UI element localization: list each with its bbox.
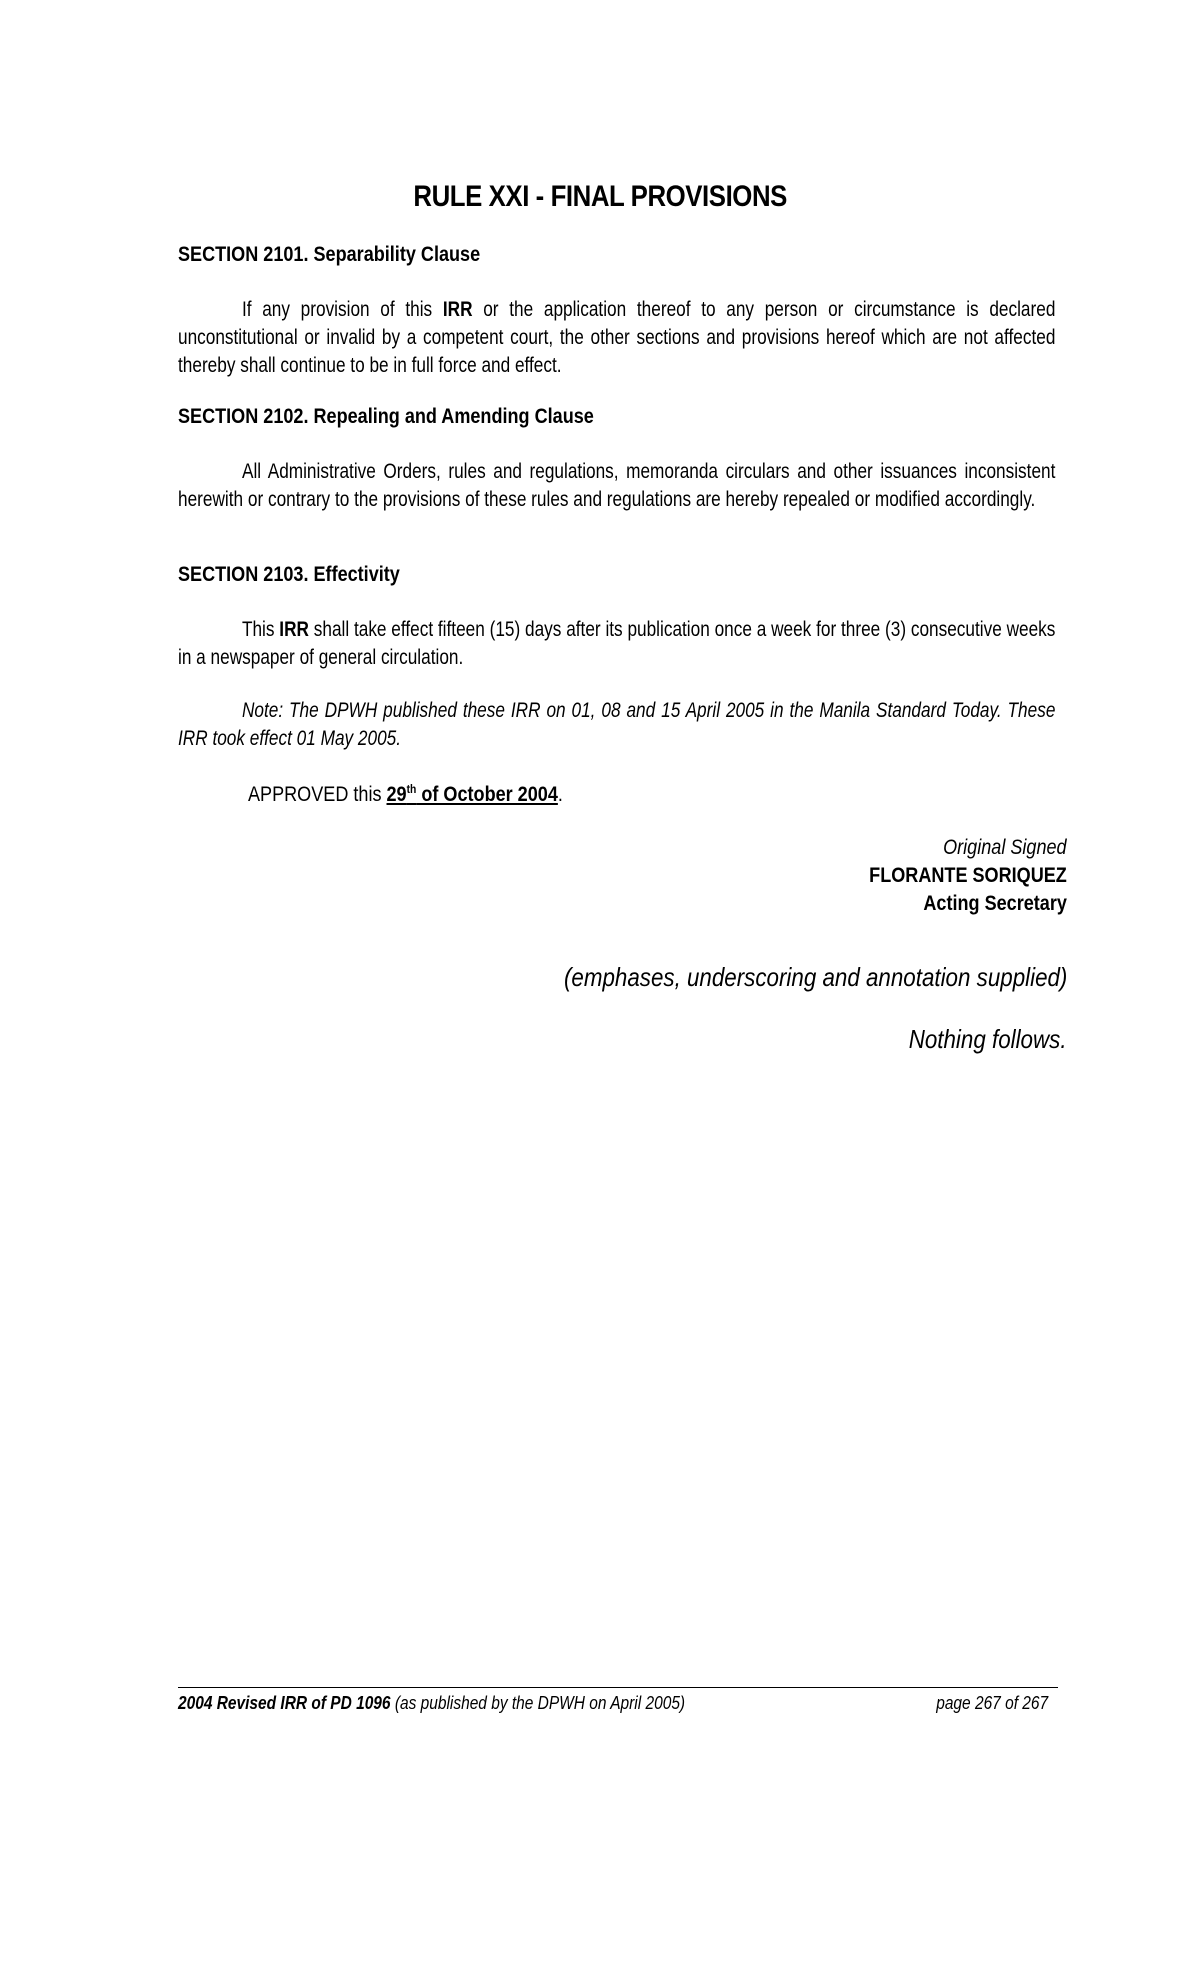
irr-emphasis: IRR — [442, 298, 473, 321]
publication-note: Note: The DPWH published these IRR on 01, 08 and 15 April 2005 in the Manila Standard Today. These IRR took effect 01 May 2005. — [178, 699, 1056, 750]
signatory-name: FLORANTE SORIQUEZ — [869, 864, 1067, 887]
signatory-title: Acting Secretary — [923, 892, 1067, 915]
section-2103-paragraph: This IRR shall take effect fifteen (15) days after its publication once a week for three (3) consecutive weeks in a newspaper of general circulation. — [178, 618, 1056, 669]
section-2101-heading: SECTION 2101. Separability Clause — [178, 243, 481, 266]
footer-document-title: 2004 Revised IRR of PD 1096 (as published by the DPWH on April 2005) — [178, 1693, 686, 1713]
approved-line: APPROVED this 29th of October 2004. — [248, 782, 563, 806]
footer-page-number: page 267 of 267 — [936, 1693, 1048, 1713]
rule-title: RULE XXI - FINAL PROVISIONS — [413, 180, 787, 213]
end-note: Nothing follows. — [909, 1024, 1067, 1054]
section-2102-heading: SECTION 2102. Repealing and Amending Clause — [178, 405, 594, 428]
signature-status: Original Signed — [943, 836, 1067, 859]
approval-date: 29th of October 2004 — [386, 782, 558, 806]
section-2103-heading: SECTION 2103. Effectivity — [178, 563, 400, 586]
footer-divider — [178, 1687, 1058, 1688]
section-2101-paragraph: If any provision of this IRR or the application thereof to any person or circumstance is declared unconstitutional or invalid by a competent court, the other sections and provisions hereof which are not affected thereby shall continue to be in full force and effect. — [178, 298, 1056, 377]
irr-emphasis: IRR — [279, 618, 309, 641]
emphasis-note: (emphases, underscoring and annotation supplied) — [563, 962, 1067, 992]
section-2102-paragraph: All Administrative Orders, rules and regulations, memoranda circulars and other issuances inconsistent herewith or contrary to the provisions of these rules and regulations are hereby repealed or modified accordingly. — [178, 460, 1056, 511]
